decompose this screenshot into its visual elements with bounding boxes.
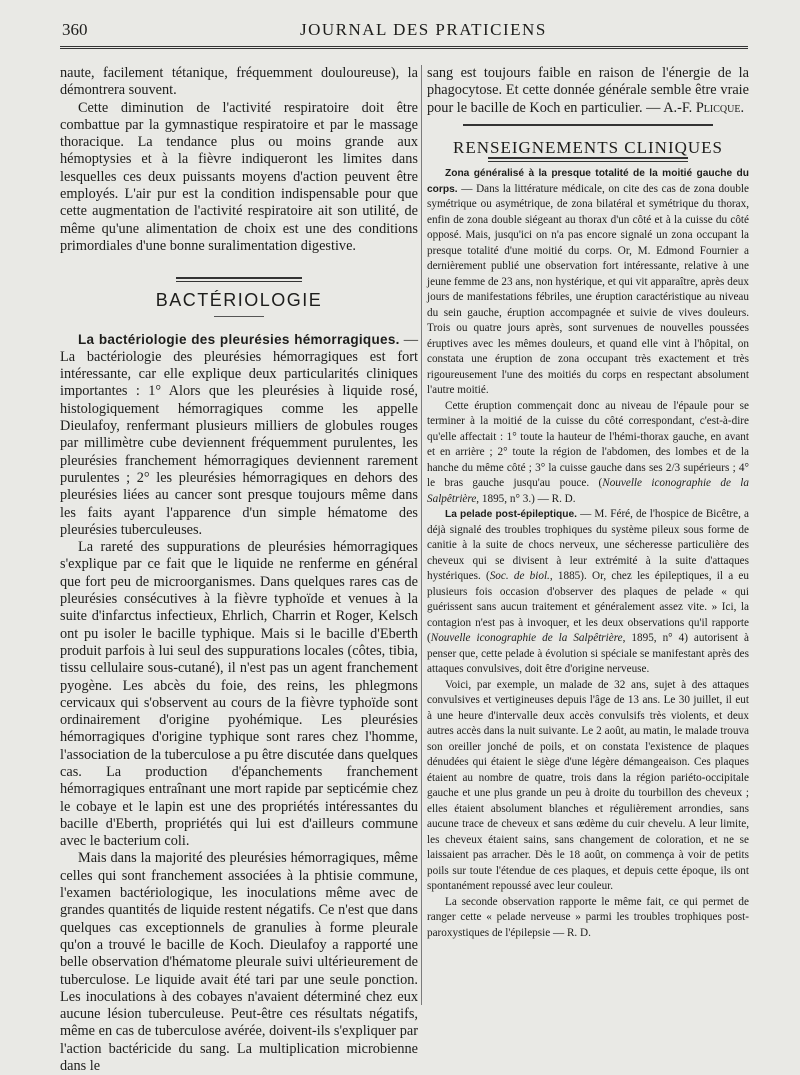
title-underline [214,316,264,317]
section-title-bacteriologie: BACTÉRIOLOGIE [155,290,323,311]
paragraph: , 1895, n° 4) autorisent à penser que, cette pelade à évolution si spéciale se manifestant après des attaques convulsives, doit être d'origine nerveuse. [427,632,749,676]
paragraph: Voici, par exemple, un malade de 32 ans, sujet à des attaques convulsives et vertigineuses depuis l'âge de 13 ans. Le 30 juillet, il eut à une heure d'intervalle deux accès convulsifs très violents, et deux autres accès dans la nuit suivante. Le 2 août, au matin, le malade trouva son oreiller jonché de poils, et on constata l'existence de plaques dénudées qui étaient le siège d'une légère démangeaison. Ces plaques étaient au nombre de quatre, trois dans la région pariéto-occipitale gauche et une plus grande un peu à droite du tourbillon des cheveux ; elles étaient absolument blanches et régulièrement arrondies, sans aucune trace de cheveux et sans œdème du cuir chevelu. A leur limite, les cheveux étaient sains, sans changement de coloration, et ne se laissaient pas arracher. Dès le 18 août, on commença à voir de petits poils sur toute l'étendue de ces plaques, et depuis cette époque, ils ont spontanément repoussé avec leur couleur. [427,678,749,893]
section-separator [176,277,302,282]
paragraph: sang est toujours faible en raison de l'énergie de la phagocytose. Et cette donnée générale semble être vraie pour le bacille de Koch en particulier. — A.-F. [427,65,749,116]
article-title: La bactériologie des pleurésies hémorragiques. [78,331,400,347]
journal-title: JOURNAL DES PRATICIENS [300,20,547,39]
citation: Nouvelle iconographie de la Salpêtrière [427,477,749,505]
citation: Soc. de biol. [489,570,550,583]
section-separator [463,124,713,126]
paragraph: La rareté des suppurations de pleurésies hémorragiques s'explique par ce fait que le liquide ne renferme en général que fort peu de microorganismes. Dans quelques rares cas de pleurésies consécutives à la fièvre typhoïde et venues à la suite d'infarctus infectieux, Ehrlich, Charrin et Roger, Kelsch ont pu isoler le bacille typhique. Mais si le bacille d'Eberth produit parfois à lui seul des suppurations locales (côtes, tibia, tissu cellulaire sous-cutané), il n'est pas un agent franchement pyogène. Les abcès du foie, des reins, les phlegmons cervicaux qui s'observent au cours de la fièvre typhoïde sont ordinairement d'origine pyohémique. Les pleurésies hémorragiques d'origine typhique sont rares chez l'homme, l'association de la tuberculose a pu être discutée dans quelques cas. La production d'épanchements franchement hémorragiques entraînant une mort rapide par septicémie chez le cobaye et le lapin est une des propriétés intéressantes du bacille d'Eberth, propriétés qui lui est d'ailleurs commune avec le bacterium coli. [60,539,418,850]
citation: Nouvelle iconographie de la Salpêtrière [430,632,623,645]
paragraph: Cette éruption commençait donc au niveau de l'épaule pour se terminer à la moitié de la cuisse du côté correspondant, c'est-à-dire qu'elle affectait : 1° toute la hauteur de l'hémi-thorax gauche, en avant et en arrière ; 2° toute la région de l'abdomen, des lombes et de la hanche du même côté ; 3° la cuisse gauche dans ses 2/3 supérieurs ; 4° le bras gauche jusqu'au pouce. ( [427,399,749,490]
paragraph: — Dans la littérature médicale, on cite des cas de zona double symétrique ou asymétrique, de zona bilatéral et symétrique du thorax, enfin de zona double siégeant au thorax d'un côté et à la cuisse du côté opposé. Mais, jusqu'ici on n'a pas encore signalé un zona occupant la presque totalité d'une moitié du corps. Or, M. Edmond Fournier a dernièrement publié une observation fort intéressante, relative à une jeune femme de 23 ans, non hystérique, et qui vit apparaître, après deux jours de manifestations fébriles, une éruption caractéristique au niveau du sein gauche, éruption accompagnée et suivie de vives douleurs. Trois ou quatre jours après, sont survenues de nouvelles poussées éruptives avec les mêmes douleurs, et quand elle vint à l'hôpital, on constata une éruption de zona occupant très exactement et très rigoureusement l'une des moitiés du corps en respectant absolument l'autre moitié. [427,182,749,397]
article-title: La pelade post-épileptique. [445,509,577,521]
section-title-renseignements: RENSEIGNEMENTS CLINIQUES [452,137,724,157]
paragraph: — La bactériologie des pleurésies hémorragiques est fort intéressante, car elle explique deux particularités cliniques importantes : 1° Alors que les pleurésies à liquide rosé, histologiquement hémorragiques comme les appelle Dieulafoy, renfermant plusieurs milliers de globules rouges par millimètre cube deviennent fréquemment purulentes, les pleurésies franchement hémorragiques deviennent rarement purulentes ; 2° les pleurésies hémorragiques en dehors des pleurésies liées au cancer sont presque toujours même dans les faits ayant l'apparence d'un simple hématome des pleurésies tuberculeuses. [60,331,419,538]
paragraph: La seconde observation rapporte le même fait, ce qui permet de ranger cette « pelade nerveuse » parmi les troubles trophiques post-paroxystiques de l'épilepsie — R. D. [427,895,749,939]
paragraph: , 1885). Or, chez les épileptiques, il a eu plusieurs fois occasion d'observer des plaques de pelade « qui guérissent sans aucun traitement et généralement assez vite. » Ici, la contagion n'est pas à invoquer, et les deux observations qu'il rapporte ( [427,570,749,645]
paragraph: naute, facilement tétanique, fréquemment douloureuse), la démontrera souvent. [60,65,418,99]
paragraph: Cette diminution de l'activité respiratoire doit être combattue par la gymnastique respiratoire et par le massage thoracique. La tendance plus ou moins grande aux hémoptysies et à la fièvre indiqueront les limites dans lesquelles ces deux puissants moyens d'action peuvent être employés. L'air pur est la condition indispensable pour que cette augmentation de l'activité respiratoire ait son utilité, de même qu'une alimentation de choix est une des conditions primordiales d'une bonne suralimentation digestive. [60,99,418,254]
column-divider [421,65,422,1005]
page-header [0,18,800,46]
paragraph: — M. Féré, de l'hospice de Bicêtre, a déjà signalé des troubles trophiques du système pileux sous forme de canitie à la suite de chocs nerveux, une sécheresse particulière des cheveux qui se divisent à leur extrémité à la suite d'attaques hystériques. ( [427,508,749,583]
paragraph: , 1895, n° 3.) — R. D. [476,492,576,505]
paragraph: Mais dans la majorité des pleurésies hémorragiques, même celles qui sont franchement associées à la phtisie commune, l'examen bactériologique, les inoculations même avec de grandes quantités de liquide restent négatifs. Ce n'est que dans quelques cas exceptionnels de granulies à forme pleurale qu'on a trouvé le bacille de Koch. Dieulafoy a rapporté une belle observation d'hématome pleurale suivi ultérieurement de tuberculose. Le liquide avait été tari par une seule ponction. Les inoculations à des cobayes n'avaient déterminé chez eux aucune lésion tuberculeuse. Peut-être ces résultats négatifs, même en cas de tuberculose avérée, doivent-ils s'expliquer par l'action bactéricide du sang. La multiplication microbienne dans le [60,850,418,1075]
right-column [427,65,749,941]
left-column [60,65,418,1075]
page-number: 360 [62,20,88,39]
header-rule [60,46,748,49]
article-title: Zona généralisé à la presque totalité de la moitié gauche du corps. [427,168,749,195]
author-signature: Plicque. [695,99,745,116]
